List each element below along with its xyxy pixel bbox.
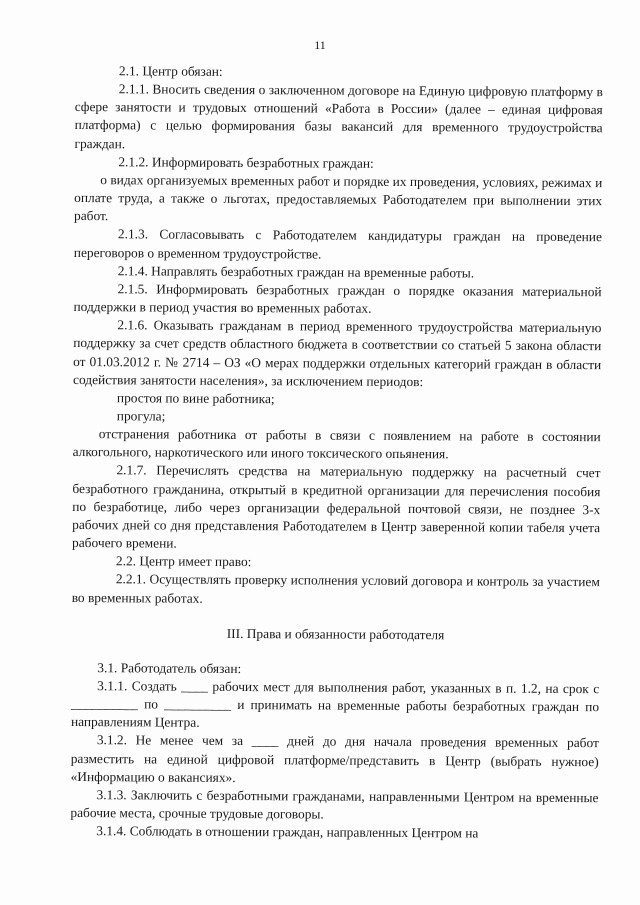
page-number: 11	[314, 38, 326, 52]
document-body	[70, 62, 603, 844]
paragraph: 3.1.3. Заключить с безработными гражданами, направленными Центром на временные рабочие места, срочные трудовые договоры.	[70, 787, 599, 822]
paragraph: 2.1.2. Информировать безработных граждан:	[118, 154, 374, 171]
paragraph: 2.1.5. Информировать безработных граждан о порядке оказания материальной поддержки в период участия во временных работах.	[73, 281, 602, 316]
paragraph: 2.2.1. Осуществлять проверку исполнения условий договора и контроль за участием во временных работах.	[71, 571, 600, 606]
paragraph: о видах организуемых временных работ и порядке их проведения, условиях, режимах и оплате труда, а также о льготах, предоставляемых Работодателем при выполнении этих работ.	[74, 172, 603, 224]
paragraph: 2.2. Центр имеет право:	[115, 553, 252, 570]
paragraph: 2.1. Центр обязан:	[118, 63, 223, 79]
paragraph: 2.1.4. Направлять безработных граждан на временные работы.	[117, 262, 475, 281]
paragraph: прогула;	[116, 408, 166, 424]
paragraph: 3.1.1. Создать ____ рабочих мест для выполнения работ, указанных в п. 1.2, на срок с __________ по __________ и принимать на временные работы безработных граждан по направлениям Центра.	[70, 678, 600, 731]
paragraph: 3.1.2. Не менее чем за ____ дней до дня начала проведения временных работ разместить на единой цифровой платформе/представить в Центр (выбрать нужное) «Информацию о вакансиях».	[70, 732, 599, 785]
paragraph: 2.1.7. Перечислять средства на материальную поддержку на расчетный счет безработного гражданина, открытый в кредитной организации для перечисления пособия по безработице, либо через организации федеральной почтовой связи, не позднее 3-х рабочих дней со дня представления Работодателем в Центр заверенной копии табеля учета рабочего времени.	[72, 462, 601, 551]
section-heading: III. Права и обязанности работодателя	[226, 625, 445, 642]
paragraph: 2.1.6. Оказывать гражданам в период временного трудоустройства материальную поддержку за счет средств областного бюджета в соответствии со статьей 5 закона области от 01.03.2012 г. № 2714 – ОЗ «О мерах поддержки отдельных категорий граждан в области содействия занятости населения», за исключением периодов:	[73, 317, 602, 389]
paragraph: простоя по вине работника;	[116, 390, 275, 407]
paragraph: 2.1.1. Вносить сведения о заключенном договоре на Единую цифровую платформу в сфере занятости и трудовых отношений «Работа в России» (далее – единая цифровая платформа) с целью формирования базы вакансий для временного трудоустройства граждан.	[74, 81, 603, 151]
paragraph: 3.1. Работодатель обязан:	[97, 659, 242, 676]
paragraph: 2.1.3. Согласовывать с Работодателем кандидатуры граждан на проведение переговоров о временном трудоустройстве.	[73, 226, 602, 262]
paragraph: отстранения работника от работы в связи с появлением на работе в состоянии алкогольного, наркотического или иного токсического опьянения.	[72, 426, 601, 462]
paragraph: 3.1.4. Соблюдать в отношении граждан, направленных Центром на	[96, 823, 479, 841]
